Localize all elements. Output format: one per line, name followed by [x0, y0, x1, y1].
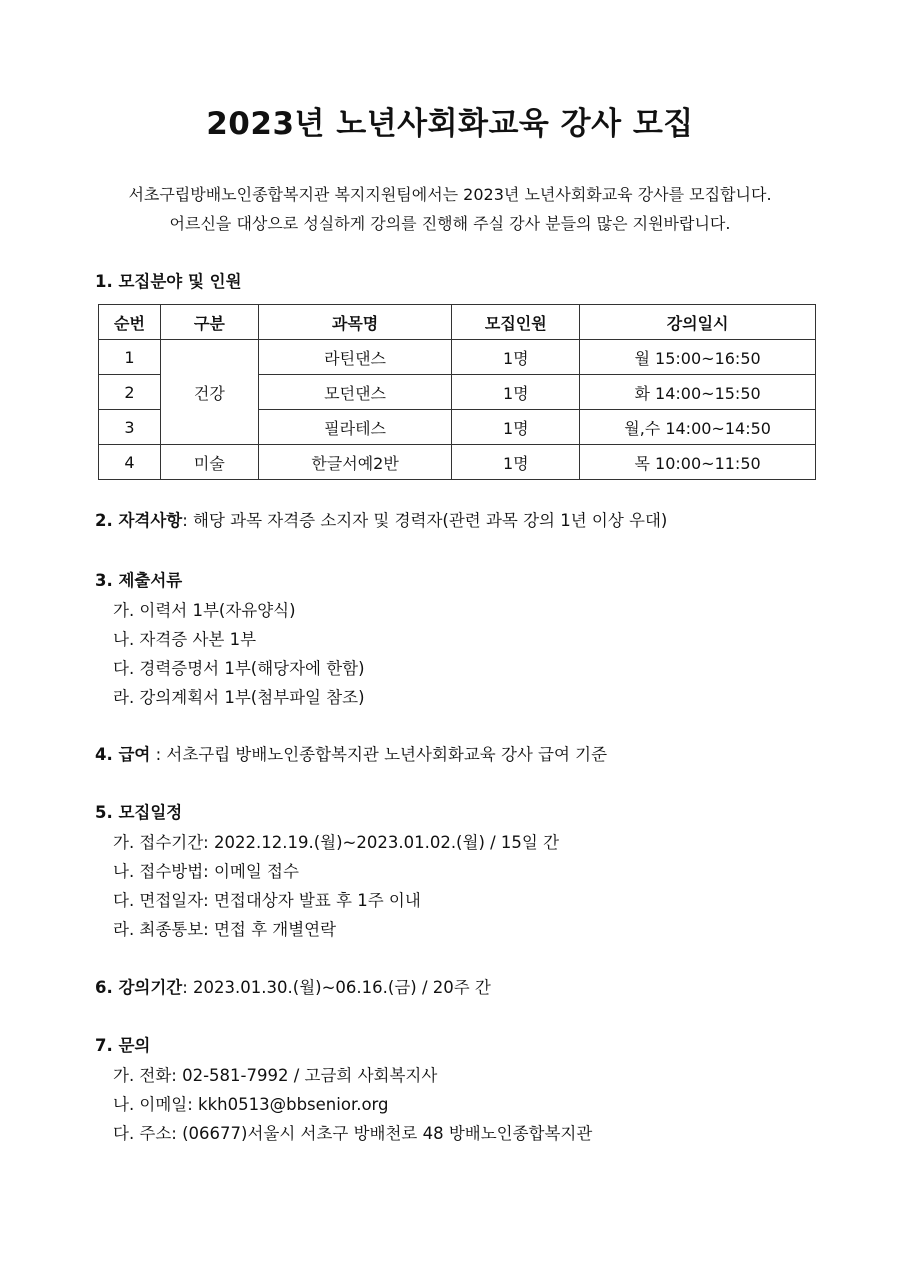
- header-subject: 과목명: [258, 305, 452, 340]
- cell-schedule: 목 10:00~11:50: [580, 445, 816, 480]
- cell-schedule: 월 15:00~16:50: [580, 340, 816, 375]
- cell-category: 건강: [160, 340, 258, 445]
- section-6-heading: 6. 강의기간: [95, 978, 183, 997]
- cell-no: 4: [99, 445, 161, 480]
- section-5-heading: 5. 모집일정: [95, 803, 183, 822]
- intro-paragraph: [0, 180, 900, 238]
- cell-count: 1명: [452, 410, 580, 445]
- cell-no: 3: [99, 410, 161, 445]
- section-4-heading: 4. 급여: [95, 745, 151, 764]
- section-6-line: [95, 974, 491, 998]
- section-2-line: [95, 507, 667, 531]
- list-item: 나. 자격증 사본 1부: [113, 630, 257, 649]
- cell-subject: 라틴댄스: [258, 340, 452, 375]
- section-4-text: : 서초구립 방배노인종합복지관 노년사회화교육 강사 급여 기준: [150, 745, 608, 764]
- cell-schedule: 화 14:00~15:50: [580, 375, 816, 410]
- cell-no: 2: [99, 375, 161, 410]
- table-row: [99, 340, 816, 375]
- section-2-heading: 2. 자격사항: [95, 511, 183, 530]
- section-6-text: : 2023.01.30.(월)~06.16.(금) / 20주 간: [182, 978, 491, 997]
- section-4-line: [95, 741, 607, 765]
- header-schedule: 강의일시: [580, 305, 816, 340]
- cell-no: 1: [99, 340, 161, 375]
- list-item: 가. 이력서 1부(자유양식): [113, 601, 296, 620]
- table-header-row: [99, 305, 816, 340]
- list-item: 다. 면접일자: 면접대상자 발표 후 1주 이내: [113, 891, 421, 910]
- cell-count: 1명: [452, 445, 580, 480]
- intro-line: 서초구립방배노인종합복지관 복지지원팀에서는 2023년 노년사회화교육 강사를 모집합니다.: [128, 185, 772, 204]
- list-item: 나. 이메일: kkh0513@bbsenior.org: [113, 1095, 389, 1114]
- list-item: 나. 접수방법: 이메일 접수: [113, 862, 299, 881]
- table-row: [99, 445, 816, 480]
- list-item: 가. 전화: 02-581-7992 / 고금희 사회복지사: [113, 1066, 438, 1085]
- cell-subject: 한글서예2반: [258, 445, 452, 480]
- recruitment-table: [98, 304, 816, 480]
- header-count: 모집인원: [452, 305, 580, 340]
- list-item: 라. 최종통보: 면접 후 개별연락: [113, 920, 337, 939]
- section-3-heading: 3. 제출서류: [95, 571, 183, 590]
- list-item: 다. 경력증명서 1부(해당자에 한함): [113, 659, 365, 678]
- page-title: 2023년 노년사회화교육 강사 모집: [206, 106, 694, 142]
- list-item: 다. 주소: (06677)서울시 서초구 방배천로 48 방배노인종합복지관: [113, 1124, 593, 1143]
- cell-count: 1명: [452, 375, 580, 410]
- cell-category: 미술: [160, 445, 258, 480]
- list-item: 라. 강의계획서 1부(첨부파일 참조): [113, 688, 365, 707]
- section-1-heading: 1. 모집분야 및 인원: [95, 272, 242, 291]
- section-2-text: : 해당 과목 자격증 소지자 및 경력자(관련 과목 강의 1년 이상 우대): [182, 511, 668, 530]
- cell-subject: 모던댄스: [258, 375, 452, 410]
- cell-schedule: 월,수 14:00~14:50: [580, 410, 816, 445]
- list-item: 가. 접수기간: 2022.12.19.(월)~2023.01.02.(월) / 15일 간: [113, 833, 560, 852]
- cell-subject: 필라테스: [258, 410, 452, 445]
- cell-count: 1명: [452, 340, 580, 375]
- section-7-heading: 7. 문의: [95, 1036, 151, 1055]
- header-no: 순번: [99, 305, 161, 340]
- header-category: 구분: [160, 305, 258, 340]
- intro-line: 어르신을 대상으로 성실하게 강의를 진행해 주실 강사 분들의 많은 지원바랍니다.: [169, 214, 731, 233]
